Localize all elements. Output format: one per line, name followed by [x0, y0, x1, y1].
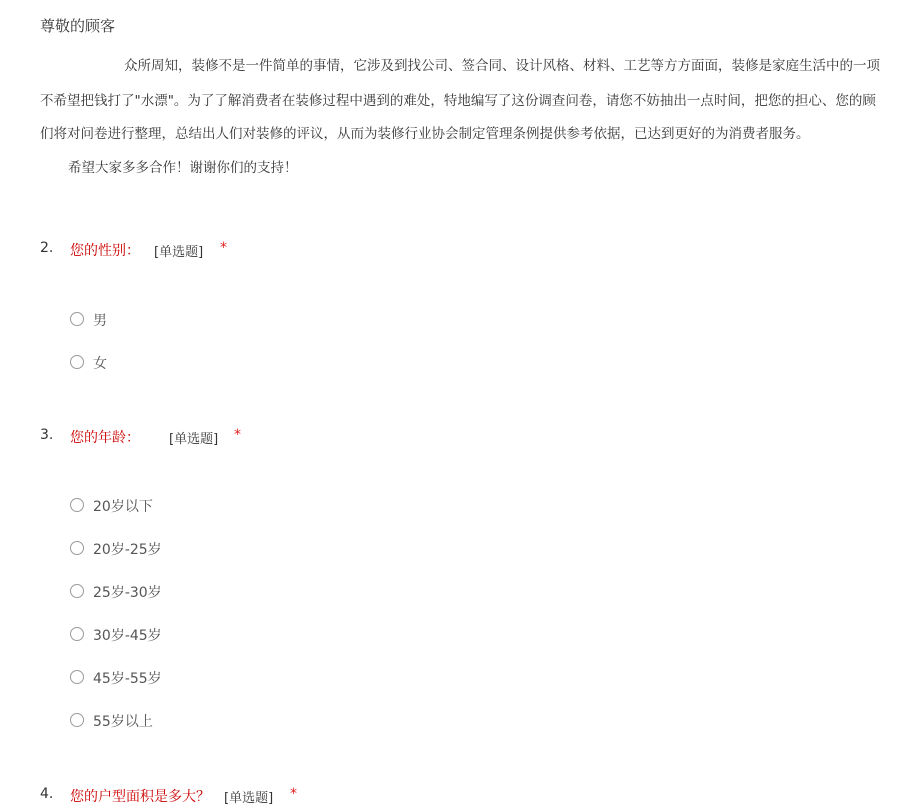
- option-label: 55岁以上: [93, 714, 153, 730]
- question-title: 您的性别：: [70, 243, 140, 259]
- option-label: 男: [93, 313, 107, 329]
- intro-closing-line: 希望大家多多合作！谢谢你们的支持！: [68, 160, 298, 176]
- question-type-label: [单选题]: [169, 432, 219, 447]
- required-marker: *: [290, 786, 297, 802]
- intro-paragraph-line-3: 们将对问卷进行整理，总结出人们对装修的评议，从而为装修行业协会制定管理条例提供参考依据，已达到更好的为消费者服务。: [40, 126, 810, 142]
- option-label: 20岁-25岁: [93, 542, 162, 558]
- radio-button[interactable]: [70, 312, 84, 326]
- required-marker: *: [234, 427, 241, 443]
- question-type-label: [单选题]: [154, 245, 204, 260]
- option-label: 女: [93, 356, 107, 372]
- question-title: 您的年龄：: [70, 430, 140, 446]
- option-label: 20岁以下: [93, 499, 153, 515]
- question-number: 4.: [40, 786, 54, 802]
- greeting-title: 尊敬的顾客: [40, 17, 116, 35]
- radio-button[interactable]: [70, 498, 84, 512]
- radio-button[interactable]: [70, 627, 84, 641]
- required-marker: *: [220, 240, 227, 256]
- intro-paragraph-line-2: 不希望把钱打了"水漂"。为了了解消费者在装修过程中遇到的难处，特地编写了这份调查问卷，请您不妨抽出一点时间，把您的担心、您的顾: [40, 93, 876, 109]
- question-number: 2.: [40, 240, 54, 256]
- option-label: 25岁-30岁: [93, 585, 162, 601]
- question-title: 您的户型面积是多大？: [70, 789, 210, 805]
- radio-button[interactable]: [70, 670, 84, 684]
- option-label: 30岁-45岁: [93, 628, 162, 644]
- question-number: 3.: [40, 427, 54, 443]
- radio-button[interactable]: [70, 355, 84, 369]
- radio-button[interactable]: [70, 541, 84, 555]
- question-type-label: [单选题]: [224, 791, 274, 806]
- option-label: 45岁-55岁: [93, 671, 162, 687]
- radio-button[interactable]: [70, 584, 84, 598]
- intro-paragraph-line-1: 众所周知，装修不是一件简单的事情，它涉及到找公司、签合同、设计风格、材料、工艺等方方面面，装修是家庭生活中的一项: [124, 58, 880, 74]
- radio-button[interactable]: [70, 713, 84, 727]
